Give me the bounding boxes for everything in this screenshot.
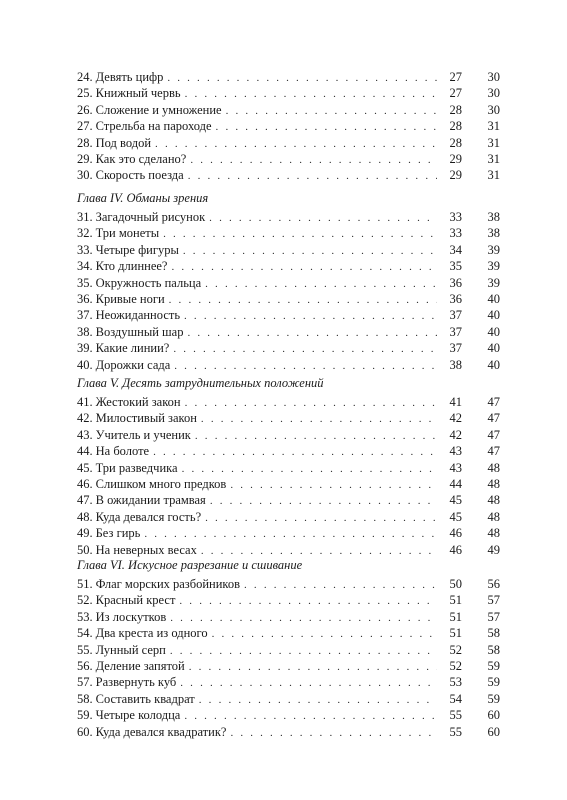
entry-title: Книжный червь: [95, 86, 181, 101]
dot-leader: [226, 103, 437, 119]
entry-number: 43.: [77, 427, 93, 442]
entry-page-answer: 49: [487, 542, 500, 557]
entry-number: 42.: [77, 411, 93, 426]
dot-leader: [244, 577, 437, 593]
entry-page-answer: 30: [487, 102, 500, 117]
dot-leader: [185, 395, 437, 411]
entry-title: Три монеты: [95, 226, 160, 241]
chapter-heading: Глава IV. Обманы зрения: [77, 191, 209, 205]
entry-page-answer: 47: [487, 395, 500, 409]
entry-page-problem: 29: [449, 168, 462, 183]
entry-title: Под водой: [95, 135, 152, 150]
toc-entry: [77, 525, 500, 541]
entry-number: 50.: [77, 542, 93, 557]
toc-entry: [77, 324, 500, 340]
toc-entry: [77, 592, 500, 608]
toc-entry: [77, 674, 500, 690]
entry-page-answer: 48: [487, 493, 500, 508]
entry-page-problem: 51: [449, 626, 462, 641]
entry-page-problem: 36: [449, 291, 462, 306]
entry-page-answer: 40: [487, 308, 500, 323]
entry-page-answer: 56: [487, 577, 500, 591]
toc-entry: [77, 291, 500, 307]
entry-page-problem: 42: [449, 411, 462, 426]
entry-title: Скорость поезда: [95, 168, 184, 183]
entry-page-answer: 47: [487, 427, 500, 442]
dot-leader: [188, 168, 437, 184]
entry-page-problem: 51: [449, 609, 462, 624]
toc-entry: [77, 658, 500, 674]
entry-number: 36.: [77, 291, 93, 306]
entry-title: На неверных весах: [95, 542, 197, 557]
entry-number: 28.: [77, 135, 93, 150]
entry-page-problem: 33: [449, 210, 462, 224]
entry-title: Два креста из одного: [95, 626, 208, 641]
entry-number: 47.: [77, 493, 93, 508]
entry-number: 32.: [77, 226, 93, 241]
entry-page-problem: 28: [449, 119, 462, 134]
entry-title: Загадочный рисунок: [95, 210, 206, 224]
entry-page-problem: 35: [449, 259, 462, 274]
entry-title: Жестокий закон: [95, 395, 181, 409]
dot-leader: [171, 259, 437, 275]
entry-page-problem: 29: [449, 151, 462, 166]
entry-page-problem: 54: [449, 691, 462, 706]
toc-entry: [77, 576, 500, 592]
entry-number: 30.: [77, 168, 93, 183]
toc-entry: [77, 307, 500, 323]
toc-entry: [77, 707, 500, 723]
entry-page-answer: 39: [487, 275, 500, 290]
entry-number: 41.: [77, 395, 93, 409]
dot-leader: [184, 708, 437, 724]
entry-title: Развернуть куб: [95, 675, 177, 690]
entry-number: 35.: [77, 275, 93, 290]
entry-number: 44.: [77, 444, 93, 459]
entry-page-answer: 31: [487, 151, 500, 166]
entry-page-answer: 38: [487, 210, 500, 224]
dot-leader: [182, 461, 437, 477]
entry-page-problem: 51: [449, 593, 462, 608]
toc-entry: [77, 691, 500, 707]
dot-leader: [155, 136, 437, 152]
dot-leader: [144, 526, 437, 542]
entry-page-problem: 52: [449, 658, 462, 673]
dot-leader: [205, 510, 437, 526]
entry-title: Флаг морских разбойников: [95, 577, 241, 591]
entry-page-problem: 46: [449, 526, 462, 541]
entry-number: 40.: [77, 357, 93, 372]
chapter-heading: Глава V. Десять затруднительных положений: [77, 376, 324, 390]
toc-entry: [77, 492, 500, 508]
toc-entry: [77, 642, 500, 658]
entry-page-answer: 31: [487, 135, 500, 150]
entry-page-problem: 37: [449, 341, 462, 356]
entry-page-answer: 39: [487, 259, 500, 274]
entry-page-problem: 43: [449, 444, 462, 459]
entry-page-answer: 58: [487, 642, 500, 657]
entry-page-answer: 58: [487, 626, 500, 641]
entry-title: Неожиданность: [95, 308, 181, 323]
entry-title: Слишком много предков: [95, 476, 227, 491]
entry-title: На болоте: [95, 444, 150, 459]
entry-title: Кривые ноги: [95, 291, 165, 306]
entry-page-answer: 40: [487, 291, 500, 306]
toc-entry: [77, 394, 500, 410]
dot-leader: [210, 493, 437, 509]
entry-title: Без гирь: [95, 526, 141, 541]
entry-page-problem: 36: [449, 275, 462, 290]
entry-page-problem: 41: [449, 395, 462, 409]
entry-number: 60.: [77, 724, 93, 739]
entry-title: Четыре колодца: [95, 708, 181, 723]
entry-title: Стрельба на пароходе: [95, 119, 212, 134]
entry-title: Дорожки сада: [95, 357, 171, 372]
entry-number: 25.: [77, 86, 93, 101]
dot-leader: [163, 226, 437, 242]
toc-entry: [77, 151, 500, 167]
dot-leader: [212, 626, 437, 642]
toc-entry: [77, 242, 500, 258]
entry-number: 24.: [77, 70, 93, 84]
entry-page-answer: 59: [487, 691, 500, 706]
entry-number: 37.: [77, 308, 93, 323]
entry-page-problem: 37: [449, 308, 462, 323]
entry-page-answer: 59: [487, 675, 500, 690]
toc-entry: [77, 724, 500, 740]
toc-entry: [77, 225, 500, 241]
entry-page-problem: 45: [449, 509, 462, 524]
toc-entry: [77, 209, 500, 225]
entry-title: Красный крест: [95, 593, 176, 608]
entry-title: Составить квадрат: [95, 691, 195, 706]
dot-leader: [184, 308, 437, 324]
toc-entry: [77, 609, 500, 625]
toc-entry: [77, 102, 500, 118]
entry-number: 33.: [77, 242, 93, 257]
toc-entry: [77, 135, 500, 151]
entry-page-answer: 60: [487, 708, 500, 723]
toc-entry: [77, 167, 500, 183]
entry-number: 31.: [77, 210, 93, 224]
dot-leader: [173, 341, 437, 357]
dot-leader: [169, 292, 437, 308]
entry-page-problem: 52: [449, 642, 462, 657]
toc-group-chapter-5: [77, 374, 500, 558]
toc-entry: [77, 443, 500, 459]
entry-page-problem: 43: [449, 460, 462, 475]
dot-leader: [209, 210, 437, 226]
toc-entry: [77, 427, 500, 443]
entry-page-problem: 55: [449, 724, 462, 739]
entry-page-problem: 55: [449, 708, 462, 723]
entry-page-answer: 57: [487, 609, 500, 624]
toc-entry: [77, 258, 500, 274]
entry-number: 46.: [77, 476, 93, 491]
toc-entry: [77, 357, 500, 373]
dot-leader: [179, 593, 437, 609]
entry-page-answer: 57: [487, 593, 500, 608]
toc-entry: [77, 410, 500, 426]
entry-title: Какие линии?: [95, 341, 170, 356]
toc-group-chapter-4: [77, 189, 500, 373]
entry-title: Милостивый закон: [95, 411, 197, 426]
entry-page-answer: 40: [487, 357, 500, 372]
entry-number: 49.: [77, 526, 93, 541]
entry-page-problem: 27: [449, 86, 462, 101]
entry-page-problem: 44: [449, 476, 462, 491]
entry-page-problem: 28: [449, 135, 462, 150]
entry-page-answer: 47: [487, 444, 500, 459]
entry-number: 27.: [77, 119, 93, 134]
entry-page-problem: 27: [449, 70, 462, 84]
entry-number: 58.: [77, 691, 93, 706]
entry-title: Куда девался квадратик?: [95, 724, 227, 739]
entry-page-problem: 28: [449, 102, 462, 117]
entry-page-answer: 47: [487, 411, 500, 426]
entry-title: Куда девался гость?: [95, 509, 202, 524]
dot-leader: [170, 643, 437, 659]
dot-leader: [190, 152, 437, 168]
entry-page-problem: 34: [449, 242, 462, 257]
entry-page-answer: 40: [487, 341, 500, 356]
entry-page-answer: 31: [487, 168, 500, 183]
dot-leader: [188, 325, 438, 341]
dot-leader: [153, 444, 437, 460]
entry-number: 59.: [77, 708, 93, 723]
entry-page-answer: 31: [487, 119, 500, 134]
entry-page-problem: 46: [449, 542, 462, 557]
entry-number: 53.: [77, 609, 93, 624]
entry-title: Лунный серп: [95, 642, 166, 657]
entry-page-answer: 40: [487, 324, 500, 339]
toc-group-chapter-6: [77, 556, 500, 740]
entry-page-problem: 38: [449, 357, 462, 372]
toc-entry: [77, 509, 500, 525]
dot-leader: [199, 692, 437, 708]
entry-page-problem: 50: [449, 577, 462, 591]
dot-leader: [183, 243, 437, 259]
dot-leader: [205, 276, 437, 292]
dot-leader: [180, 675, 437, 691]
entry-number: 29.: [77, 151, 93, 166]
dot-leader: [189, 659, 437, 675]
entry-title: Окружность пальца: [95, 275, 202, 290]
entry-page-problem: 53: [449, 675, 462, 690]
dot-leader: [167, 70, 437, 86]
entry-page-answer: 48: [487, 526, 500, 541]
dot-leader: [185, 86, 437, 102]
toc-entry: [77, 69, 500, 85]
entry-number: 52.: [77, 593, 93, 608]
entry-number: 57.: [77, 675, 93, 690]
toc-entry: [77, 625, 500, 641]
entry-number: 26.: [77, 102, 93, 117]
dot-leader: [230, 477, 437, 493]
entry-number: 51.: [77, 577, 93, 591]
toc-entry: [77, 340, 500, 356]
entry-number: 39.: [77, 341, 93, 356]
entry-title: Три разведчика: [95, 460, 178, 475]
entry-title: Воздушный шар: [95, 324, 184, 339]
entry-title: Деление запятой: [95, 658, 185, 673]
entry-page-answer: 60: [487, 724, 500, 739]
dot-leader: [230, 725, 437, 741]
chapter-heading: Глава VI. Искусное разрезание и сшивание: [77, 558, 303, 572]
dot-leader: [170, 610, 437, 626]
entry-number: 48.: [77, 509, 93, 524]
entry-title: Девять цифр: [95, 70, 164, 84]
entry-number: 38.: [77, 324, 93, 339]
entry-title: Кто длиннее?: [95, 259, 168, 274]
toc-entry: [77, 460, 500, 476]
entry-number: 54.: [77, 626, 93, 641]
entry-title: Как это сделано?: [95, 151, 187, 166]
entry-number: 34.: [77, 259, 93, 274]
entry-number: 45.: [77, 460, 93, 475]
entry-title: В ожидании трамвая: [95, 493, 206, 508]
entry-page-answer: 48: [487, 509, 500, 524]
entry-page-problem: 33: [449, 226, 462, 241]
entry-page-answer: 48: [487, 460, 500, 475]
entry-page-answer: 30: [487, 70, 500, 84]
toc-entry: [77, 275, 500, 291]
entry-number: 55.: [77, 642, 93, 657]
entry-title: Четыре фигуры: [95, 242, 179, 257]
entry-title: Учитель и ученик: [95, 427, 191, 442]
entry-title: Сложение и умножение: [95, 102, 222, 117]
entry-page-answer: 30: [487, 86, 500, 101]
entry-title: Из лоскутков: [95, 609, 167, 624]
toc-group-continuation: [77, 69, 500, 184]
dot-leader: [195, 428, 437, 444]
entry-page-answer: 39: [487, 242, 500, 257]
toc-entry: [77, 85, 500, 101]
entry-page-answer: 48: [487, 476, 500, 491]
entry-number: 56.: [77, 658, 93, 673]
entry-page-problem: 42: [449, 427, 462, 442]
entry-page-problem: 45: [449, 493, 462, 508]
entry-page-problem: 37: [449, 324, 462, 339]
entry-page-answer: 38: [487, 226, 500, 241]
toc-entry: [77, 118, 500, 134]
toc-entry: [77, 476, 500, 492]
dot-leader: [174, 358, 437, 374]
entry-page-answer: 59: [487, 658, 500, 673]
dot-leader: [201, 411, 437, 427]
dot-leader: [216, 119, 437, 135]
